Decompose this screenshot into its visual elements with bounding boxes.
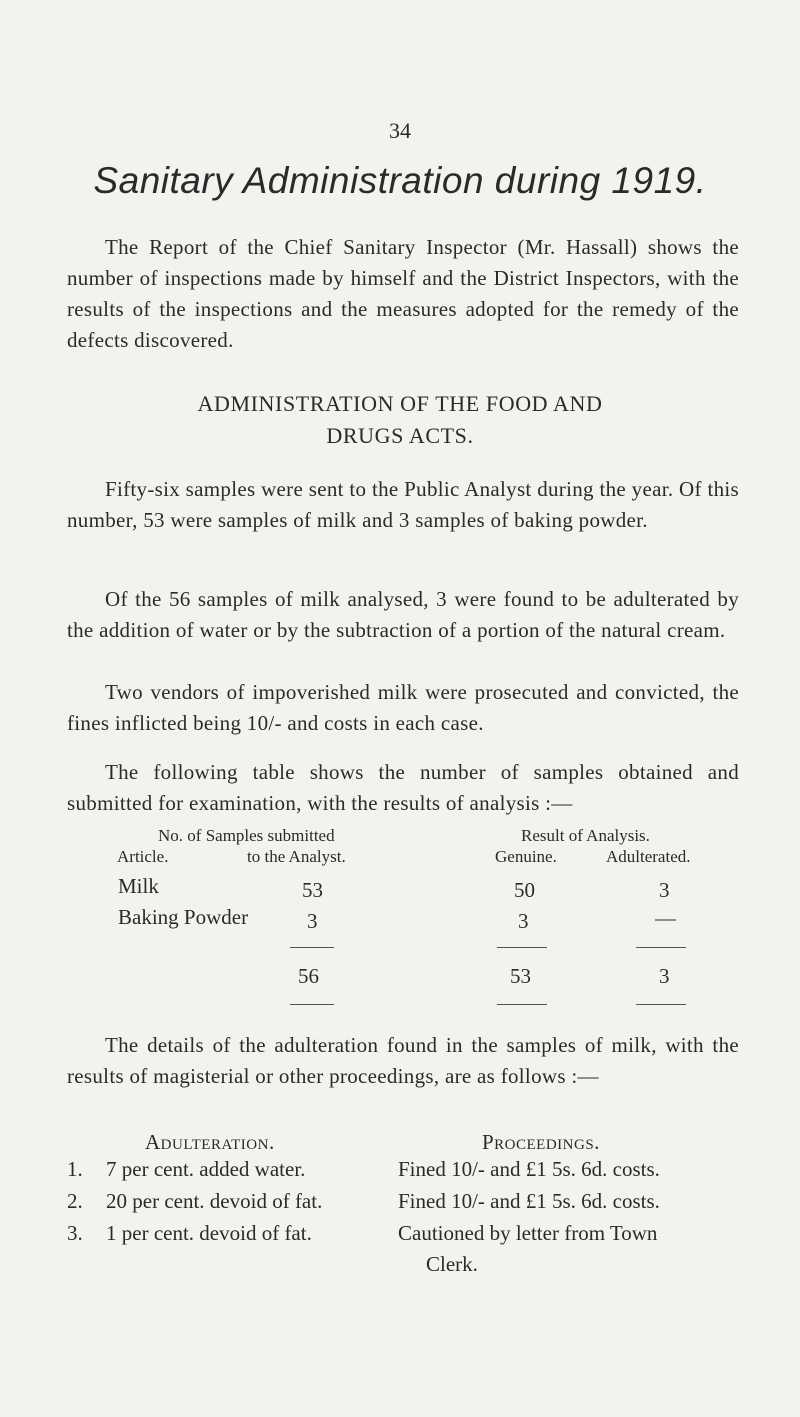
details-paragraph-text: The details of the adulteration found in the samples of milk, with the results of magisterial or other proceedings, are as follows :— xyxy=(67,1033,739,1088)
total-adulterated: 3 xyxy=(659,964,670,988)
total-submitted: 56 xyxy=(298,964,319,988)
total-rule-submitted xyxy=(290,947,334,948)
intro-paragraph-text: The Report of the Chief Sanitary Inspector (Mr. Hassall) shows the number of inspections made by himself and the District Inspectors, with the results of the inspections and the measures adopted for the remedy of the defects discovered. xyxy=(67,235,739,352)
details-paragraph xyxy=(67,1030,739,1092)
bottom-rule-genuine xyxy=(497,1004,547,1005)
paragraph-table-intro xyxy=(67,757,739,819)
row-milk-submitted: 53 xyxy=(302,878,323,902)
list-item-number: 1. xyxy=(67,1157,83,1181)
list-item-adulteration: 7 per cent. added water. xyxy=(106,1157,306,1181)
total-genuine: 53 xyxy=(510,964,531,988)
header-proceedings: Proceedings. xyxy=(482,1130,600,1154)
header-adulterated: Adulterated. xyxy=(606,847,691,866)
paragraph-vendors xyxy=(67,677,739,739)
list-item-proceedings-cont: Clerk. xyxy=(426,1252,478,1276)
page-number: 34 xyxy=(389,118,411,143)
list-item-proceedings: Fined 10/- and £1 5s. 6d. costs. xyxy=(398,1189,660,1213)
row-milk-adulterated: 3 xyxy=(659,878,670,902)
header-samples-line1: No. of Samples submitted xyxy=(158,826,335,845)
section-heading-line2: DRUGS ACTS. xyxy=(326,423,474,448)
bottom-rule-submitted xyxy=(290,1004,334,1005)
row-baking-powder-adulterated: — xyxy=(655,906,676,930)
list-item-adulteration: 1 per cent. devoid of fat. xyxy=(106,1221,312,1245)
paragraph-milk-analysed xyxy=(67,584,739,646)
paragraph-table-intro-text: The following table shows the number of samples obtained and submitted for examination, with the results of analysis :— xyxy=(67,760,739,815)
header-samples-line2: to the Analyst. xyxy=(247,847,346,866)
list-item-proceedings: Fined 10/- and £1 5s. 6d. costs. xyxy=(398,1157,660,1181)
section-heading-line1: ADMINISTRATION OF THE FOOD AND xyxy=(197,391,603,416)
row-milk-article: Milk xyxy=(118,874,159,898)
total-rule-genuine xyxy=(497,947,547,948)
page-title: Sanitary Administration during 1919. xyxy=(93,160,707,201)
list-item-number: 3. xyxy=(67,1221,83,1245)
header-genuine: Genuine. xyxy=(495,847,557,866)
row-baking-powder-genuine: 3 xyxy=(518,909,529,933)
header-adulteration: Adulteration. xyxy=(145,1130,275,1154)
list-item-proceedings: Cautioned by letter from Town xyxy=(398,1221,658,1245)
header-result: Result of Analysis. xyxy=(521,826,650,845)
header-article: Article. xyxy=(117,847,169,866)
bottom-rule-adulterated xyxy=(636,1004,686,1005)
row-milk-genuine: 50 xyxy=(514,878,535,902)
paragraph-milk-analysed-text: Of the 56 samples of milk analysed, 3 were found to be adulterated by the addition of water or by the subtraction of a portion of the natural cream. xyxy=(67,587,739,642)
paragraph-samples-sent-text: Fifty-six samples were sent to the Public Analyst during the year. Of this number, 53 were samples of milk and 3 samples of baking powder. xyxy=(67,477,739,532)
intro-paragraph xyxy=(67,232,739,356)
paragraph-vendors-text: Two vendors of impoverished milk were prosecuted and convicted, the fines inflicted being 10/- and costs in each case. xyxy=(67,680,739,735)
paragraph-samples-sent xyxy=(67,474,739,536)
list-item-number: 2. xyxy=(67,1189,83,1213)
row-baking-powder-submitted: 3 xyxy=(307,909,318,933)
total-rule-adulterated xyxy=(636,947,686,948)
row-baking-powder-article: Baking Powder xyxy=(118,905,249,929)
list-item-adulteration: 20 per cent. devoid of fat. xyxy=(106,1189,323,1213)
